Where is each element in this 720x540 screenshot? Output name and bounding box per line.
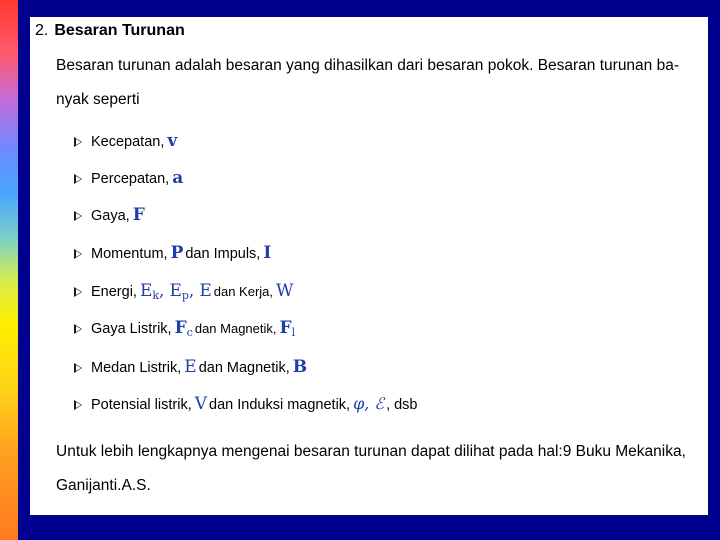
list-item-acceleration <box>74 168 185 192</box>
bullet-triangle-icon <box>74 287 82 297</box>
list-item-electric-magnetic-force <box>74 318 297 342</box>
item-connector: dan Impuls, <box>185 246 261 262</box>
symbol-potential-energy: Ep, <box>169 281 195 302</box>
item-label: Gaya, <box>91 208 130 224</box>
item-label: Percepatan, <box>91 171 170 187</box>
symbol-flux: φ, <box>353 394 370 413</box>
footer-line-2: Ganijanti.A.S. <box>56 477 151 494</box>
symbol-electric-field: E <box>184 357 197 377</box>
list-item-momentum <box>74 243 273 267</box>
symbol-energy: E <box>199 281 212 301</box>
footer-line-1: Untuk lebih lengkapnya mengenai besaran turunan dapat dilihat pada hal:9 Buku Mekanika, <box>56 443 686 460</box>
list-item-energy <box>74 281 296 305</box>
symbol-lorentz-force: Fl <box>279 318 296 339</box>
decorative-gradient-strip <box>0 0 18 540</box>
symbol-velocity: v <box>167 131 178 151</box>
item-label: Momentum, <box>91 246 168 262</box>
item-connector: dan Induksi magnetik, <box>209 397 351 413</box>
symbol-kinetic-energy: Ek, <box>139 281 165 302</box>
symbol-acceleration: a <box>172 168 184 188</box>
item-connector: dan Kerja, <box>213 284 274 299</box>
item-tail: , dsb <box>386 397 418 413</box>
bullet-triangle-icon <box>74 363 82 373</box>
bullet-triangle-icon <box>74 211 82 221</box>
slide-content <box>30 17 708 515</box>
intro-line-1: Besaran turunan adalah besaran yang dihasilkan dari besaran pokok. Besaran turunan ba- <box>56 57 680 74</box>
symbol-magnetic-field: B <box>292 357 308 377</box>
item-label: Potensial listrik, <box>91 397 192 413</box>
list-item-velocity <box>74 131 179 155</box>
symbol-coulomb-force: Fc <box>174 318 193 339</box>
symbol-potential: V <box>194 394 208 414</box>
list-item-potential <box>74 394 418 418</box>
intro-line-2: nyak seperti <box>56 91 140 108</box>
item-label: Energi, <box>91 284 137 300</box>
list-item-force <box>74 205 147 229</box>
symbol-impulse: I <box>263 243 272 263</box>
list-item-fields <box>74 357 309 381</box>
section-heading <box>35 22 185 40</box>
bullet-triangle-icon <box>74 249 82 259</box>
bullet-triangle-icon <box>74 400 82 410</box>
symbol-momentum: P <box>170 243 184 263</box>
bullet-triangle-icon <box>74 324 82 334</box>
symbol-work: W <box>276 281 294 301</box>
item-label: Kecepatan, <box>91 134 165 150</box>
symbol-force: F <box>132 205 145 225</box>
symbol-emf: ℰ <box>374 394 385 413</box>
bullet-triangle-icon <box>74 174 82 184</box>
section-number: 2. <box>35 22 49 39</box>
section-title: Besaran Turunan <box>54 22 185 39</box>
item-label: Gaya Listrik, <box>91 321 172 337</box>
item-label: Medan Listrik, <box>91 360 182 376</box>
bullet-triangle-icon <box>74 137 82 147</box>
item-connector: dan Magnetik, <box>198 360 290 376</box>
item-connector: dan Magnetik, <box>194 321 277 336</box>
